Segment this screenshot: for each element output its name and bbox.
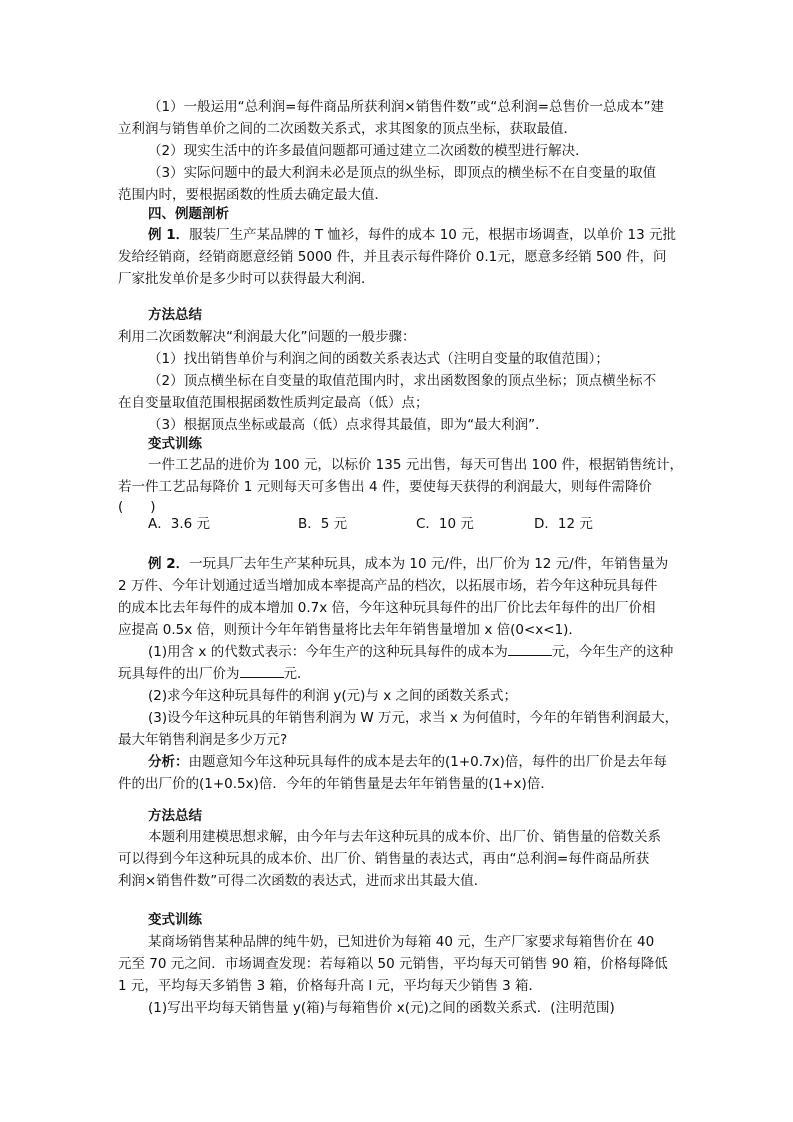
- paragraph-line: （2）现实生活中的许多最值问题都可通过建立二次函数的模型进行解决．: [148, 143, 589, 159]
- analysis-text: 由题意知今年这种玩具每件的成本是去年的(1+0.7x)倍，每件的出厂价是去年每: [188, 754, 667, 770]
- question-1-line: [118, 663, 678, 685]
- example-2-line: 应提高 0.5x 倍，则预计今年年销售量将比去年年销售量增加 x 倍(0<x<1).: [118, 622, 573, 638]
- question-1-text: 元．: [283, 666, 311, 682]
- example-2-line: 的成本比去年每件的成本增加 0.7x 倍，今年这种玩具每件的出厂价比去年每件的出厂价相: [118, 600, 656, 616]
- question-1-line: (1)写出平均每天销售量 y(箱)与每箱售价 x(元)之间的函数关系式．(注明范围): [148, 1000, 615, 1016]
- method-summary-heading: 方法总结: [148, 808, 202, 824]
- paragraph-line: 1 元，平均每天多销售 3 箱，价格每升高 l 元，平均每天少销售 3 箱．: [118, 978, 543, 994]
- question-1-text: 玩具每件的出厂价为: [118, 666, 240, 682]
- paragraph-line: 范围内时，要根据函数的性质去确定最大值．: [118, 187, 388, 203]
- paragraph-line: 可以得到今年这种玩具的成本价、出厂价、销售量的表达式，再由“总利润=每件商品所获: [118, 851, 650, 867]
- answer-blank: [508, 641, 552, 656]
- paragraph-line: 利用二次函数解决“利润最大化”问题的一般步骤：: [118, 329, 416, 345]
- paragraph-line: 在自变量取值范围根据函数性质判定最高（低）点；: [118, 395, 429, 411]
- example-2-label: 例 2．: [148, 556, 190, 572]
- option-b: B．5 元: [298, 516, 348, 532]
- paragraph-line: （2）顶点横坐标在自变量的取值范围内时，求出函数图象的顶点坐标；顶点横坐标不: [148, 373, 657, 389]
- paragraph-line: （1）找出销售单价与利润之间的函数关系表达式（注明自变量的取值范围）；: [148, 351, 609, 367]
- paragraph-line: 元至 70 元之间．市场调查发现：若每箱以 50 元销售，平均每天可销售 90 箱，价格每降低: [118, 956, 668, 972]
- example-1-text: 服装厂生产某品牌的 T 恤衫，每件的成本 10 元，根据市场调查，以单价 13 元批: [189, 227, 676, 243]
- paragraph-line: 利润×销售件数”可得二次函数的表达式，进而求出其最大值．: [118, 873, 488, 889]
- variant-training-heading: 变式训练: [148, 436, 202, 452]
- method-summary-heading: 方法总结: [148, 307, 202, 323]
- question-2-line: (2)求今年这种玩具每件的利润 y(元)与 x 之间的函数关系式；: [148, 688, 518, 704]
- paragraph-line: 本题利用建模思想求解，由今年与去年这种玩具的成本价、出厂价、销售量的倍数关系: [148, 829, 661, 845]
- example-1-line: [148, 224, 708, 246]
- analysis-label: 分析：: [148, 754, 189, 770]
- example-2-text: 一玩具厂去年生产某种玩具，成本为 10 元/件，出厂价为 12 元/件，年销售量为: [189, 556, 669, 572]
- question-1-text: 元，今年生产的这种: [551, 644, 674, 660]
- option-a: A．3.6 元: [148, 516, 210, 532]
- answer-bracket: ( ): [118, 499, 156, 515]
- analysis-line: [148, 751, 708, 773]
- example-2-line: 2 万件、今年计划通过适当增加成本率提高产品的档次，以拓展市场，若今年这种玩具每件: [118, 578, 658, 594]
- variant-training-heading: 变式训练: [148, 912, 202, 928]
- paragraph-line: （3）实际问题中的最大利润未必是顶点的纵坐标，即顶点的横坐标不在自变量的取值: [148, 165, 657, 181]
- example-2-line: [148, 553, 708, 575]
- paragraph-line: 立利润与销售单价之间的二次函数关系式，求其图象的顶点坐标，获取最值．: [118, 121, 577, 137]
- paragraph-line: 若一件工艺品每降价 1 元则每天可多售出 4 件，要使每天获得的利润最大，则每件需降价: [118, 479, 652, 495]
- example-1-line: 厂家批发单价是多少时可以获得最大利润．: [118, 271, 375, 287]
- question-1-text: (1)用含 x 的代数式表示：今年生产的这种玩具每件的成本为: [148, 644, 508, 660]
- question-3-line: (3)设今年这种玩具的年销售利润为 W 万元，求当 x 为何值时，今年的年销售利润最大，: [148, 710, 679, 726]
- paragraph-line: （3）根据顶点坐标或最高（低）点求得其最值，即为“最大利润”．: [148, 417, 549, 433]
- paragraph-line: 某商场销售某种品牌的纯牛奶，已知进价为每箱 40 元，生产厂家要求每箱售价在 40: [148, 934, 655, 950]
- analysis-line: 件的出厂价的(1+0.5x)倍．今年的年销售量是去年年销售量的(1+x)倍．: [118, 776, 554, 792]
- answer-blank: [240, 663, 284, 678]
- option-c: C．10 元: [416, 516, 474, 532]
- question-3-line: 最大年销售利润是多少万元?: [118, 732, 288, 748]
- question-1-line: [148, 641, 708, 663]
- example-1-label: 例 1．: [148, 227, 190, 243]
- paragraph-line: 一件工艺品的进价为 100 元，以标价 135 元出售，每天可售出 100 件，根据销售统计，: [148, 457, 684, 473]
- example-1-line: 发给经销商，经销商愿意经销 5000 件，并且表示每件降价 0.1元，愿意多经销 500 件，问: [118, 249, 667, 265]
- section-heading: 四、例题剖析: [148, 206, 229, 222]
- option-d: D．12 元: [534, 516, 593, 532]
- paragraph-line: （1）一般运用“总利润=每件商品所获利润×销售件数”或“总利润=总售价一总成本”建: [148, 99, 664, 115]
